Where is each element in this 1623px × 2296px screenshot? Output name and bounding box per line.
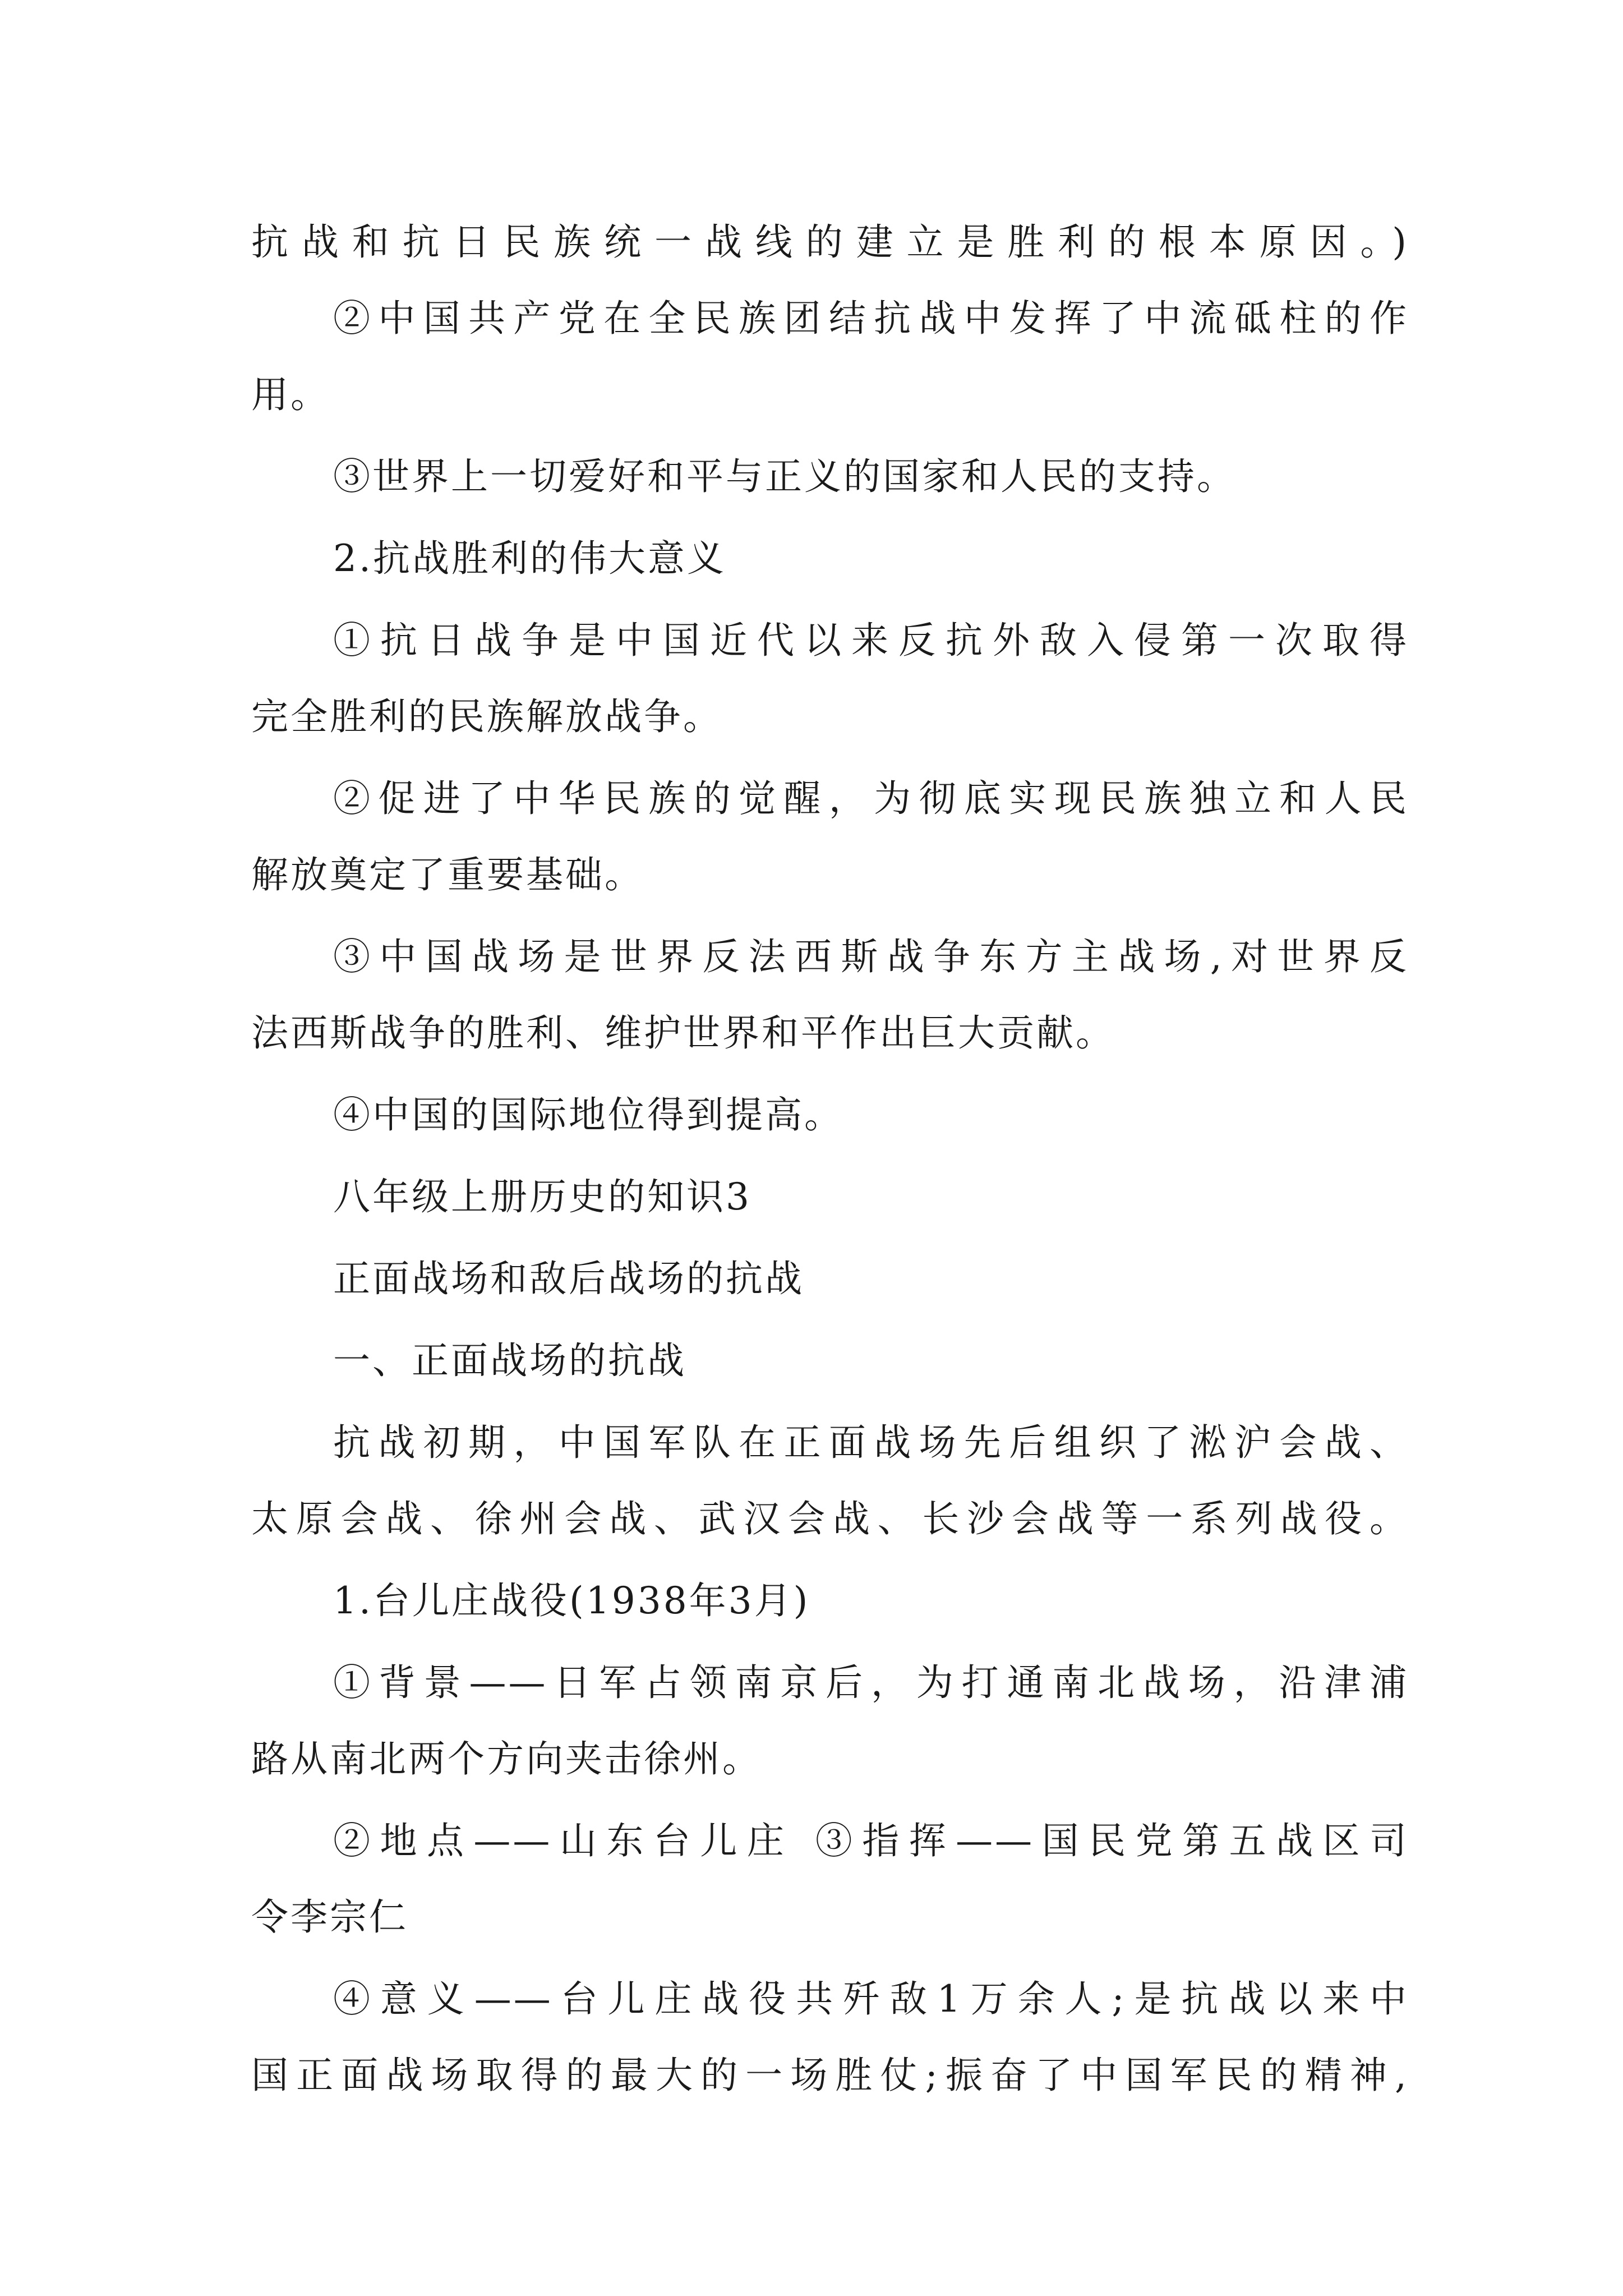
text-line: 抗战初期，中国军队在正面战场先后组织了淞沪会战、 [333, 1421, 1409, 1464]
section-heading: 一、正面战场的抗战 [333, 1339, 686, 1382]
text-line: ②中国共产党在全民族团结抗战中发挥了中流砥柱的作 [333, 297, 1409, 340]
text-line: ④中国的国际地位得到提高。 [333, 1093, 843, 1137]
section-heading: 八年级上册历史的知识3 [333, 1175, 751, 1218]
text-line: ④意义——台儿庄战役共歼敌1万余人;是抗战以来中 [333, 1977, 1409, 2021]
text-line: 抗战和抗日民族统一战线的建立是胜利的根本原因。) [251, 220, 1409, 264]
text-line: 解放奠定了重要基础。 [251, 853, 644, 896]
text-line: ②促进了中华民族的觉醒，为彻底实现民族独立和人民 [333, 777, 1409, 820]
section-heading: 2.抗战胜利的伟大意义 [333, 537, 726, 580]
text-line: ③世界上一切爱好和平与正义的国家和人民的支持。 [333, 455, 1236, 498]
text-line: 路从南北两个方向夹击徐州。 [251, 1737, 762, 1780]
section-heading: 1.台儿庄战役(1938年3月) [333, 1579, 810, 1622]
text-line: 法西斯战争的胜利、维护世界和平作出巨大贡献。 [251, 1011, 1115, 1055]
section-heading: 正面战场和敌后战场的抗战 [333, 1257, 804, 1300]
text-line: ②地点——山东台儿庄 ③指挥——国民党第五战区司 [333, 1819, 1409, 1862]
text-line: 用。 [251, 373, 330, 416]
text-line: 国正面战场取得的最大的一场胜仗;振奋了中国军民的精神, [251, 2054, 1409, 2097]
text-line: ③中国战场是世界反法西斯战争东方主战场,对世界反 [333, 935, 1409, 978]
text-line: 完全胜利的民族解放战争。 [251, 695, 722, 738]
text-line: 太原会战、徐州会战、武汉会战、长沙会战等一系列战役。 [251, 1497, 1409, 1540]
text-line: ①抗日战争是中国近代以来反抗外敌入侵第一次取得 [333, 619, 1409, 662]
text-line: ①背景——日军占领南京后，为打通南北战场，沿津浦 [333, 1661, 1409, 1704]
text-line: 令李宗仁 [251, 1895, 408, 1939]
document-page [251, 218, 1409, 2100]
